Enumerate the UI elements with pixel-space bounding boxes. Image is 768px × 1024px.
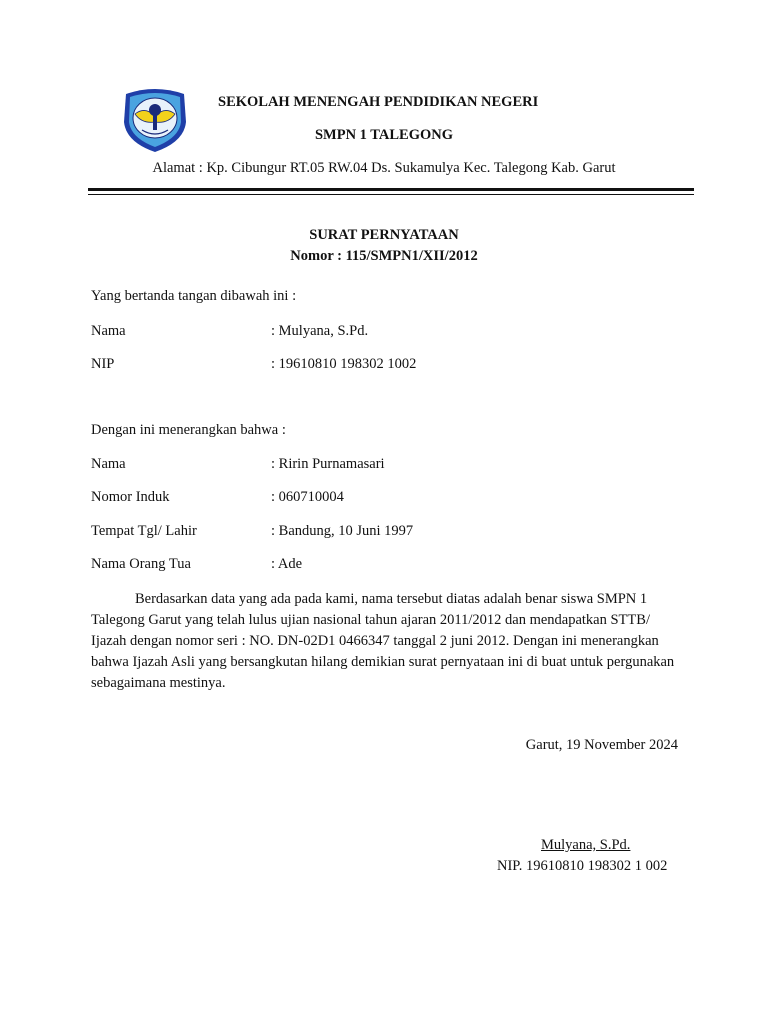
school-name: SEKOLAH MENENGAH PENDIDIKAN NEGERI — [218, 94, 539, 110]
signatory-intro: Yang bertanda tangan dibawah ini : — [91, 288, 297, 304]
signer-nip: NIP. 19610810 198302 1 002 — [497, 858, 668, 874]
student-parent-label: Nama Orang Tua — [91, 556, 191, 572]
student-name-value: : Ririn Purnamasari — [271, 456, 385, 472]
student-birth-label: Tempat Tgl/ Lahir — [91, 523, 197, 539]
signatory-nip-value: : 19610810 198302 1002 — [271, 356, 417, 372]
header-divider-thin — [88, 194, 694, 195]
student-intro: Dengan ini menerangkan bahwa : — [91, 422, 286, 438]
signatory-nip-label: NIP — [91, 356, 115, 372]
school-short-name: SMPN 1 TALEGONG — [314, 127, 454, 143]
school-address: Alamat : Kp. Cibungur RT.05 RW.04 Ds. Sukamulya Kec. Talegong Kab. Garut — [152, 160, 616, 176]
student-id-value: : 060710004 — [271, 489, 344, 505]
student-parent-value: : Ade — [271, 556, 303, 572]
student-name-label: Nama — [91, 456, 126, 472]
place-date: Garut, 19 November 2024 — [525, 737, 678, 753]
signatory-name-value: : Mulyana, S.Pd. — [271, 323, 369, 339]
header-divider-thick — [88, 188, 694, 191]
signer-name: Mulyana, S.Pd. — [541, 837, 631, 853]
signatory-name-label: Nama — [91, 323, 126, 339]
document-number: Nomor : 115/SMPN1/XII/2012 — [290, 248, 478, 264]
statement-paragraph: Berdasarkan data yang ada pada kami, nama tersebut diatas adalah benar siswa SMPN 1 Talegong Garut yang telah lulus ujian nasional tahun ajaran 2011/2012 dan mendapatkan STTB/ Ijazah dengan nomor seri : NO. DN-02D1 0466347 tanggal 2 juni 2012. Dengan ini menerangkan bahwa Ijazah Asli yang bersangkutan hilang demikian surat pernyataan ini di buat untuk pergunakan sebagaimana mestinya. — [91, 591, 675, 691]
student-birth-value: : Bandung, 10 Juni 1997 — [271, 523, 414, 539]
document-title: SURAT PERNYATAAN — [309, 227, 459, 243]
student-id-label: Nomor Induk — [91, 489, 170, 505]
